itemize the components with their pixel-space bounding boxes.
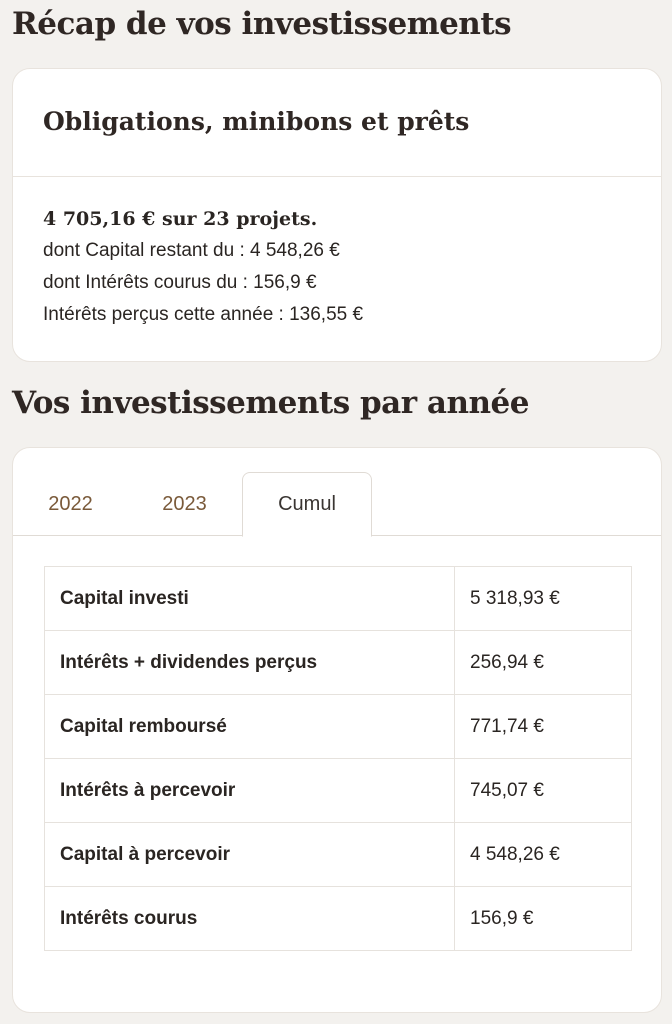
yearly-card xyxy=(12,447,662,1013)
table-row xyxy=(45,759,632,823)
tab-2023[interactable]: 2023 xyxy=(162,492,207,515)
row-label: Intérêts + dividendes perçus xyxy=(45,631,455,695)
row-value: 156,9 € xyxy=(455,887,632,951)
recap-card xyxy=(12,68,662,362)
recap-percus-line: Intérêts perçus cette année : 136,55 € xyxy=(43,304,364,325)
recap-capital-line: dont Capital restant du : 4 548,26 € xyxy=(43,240,340,261)
recap-interets-line: dont Intérêts courus du : 156,9 € xyxy=(43,272,317,293)
year-tabs xyxy=(13,448,661,536)
investment-summary-table xyxy=(44,566,632,951)
row-value: 5 318,93 € xyxy=(455,567,632,631)
row-value: 4 548,26 € xyxy=(455,823,632,887)
row-label: Intérêts courus xyxy=(45,887,455,951)
row-value: 745,07 € xyxy=(455,759,632,823)
table-row xyxy=(45,631,632,695)
tab-2022[interactable]: 2022 xyxy=(48,492,93,515)
row-label: Capital à percevoir xyxy=(45,823,455,887)
row-value: 256,94 € xyxy=(455,631,632,695)
row-label: Capital remboursé xyxy=(45,695,455,759)
recap-details xyxy=(13,177,661,331)
yearly-title: Vos investissements par année xyxy=(12,385,529,421)
table-row xyxy=(45,887,632,951)
recap-total-line: 4 705,16 € sur 23 projets. xyxy=(43,208,318,230)
row-label: Capital investi xyxy=(45,567,455,631)
table-row xyxy=(45,567,632,631)
row-label: Intérêts à percevoir xyxy=(45,759,455,823)
table-row xyxy=(45,695,632,759)
row-value: 771,74 € xyxy=(455,695,632,759)
recap-card-title: Obligations, minibons et prêts xyxy=(13,69,661,177)
table-row xyxy=(45,823,632,887)
tab-cumul[interactable]: Cumul xyxy=(242,472,372,537)
recap-title: Récap de vos investissements xyxy=(12,6,512,42)
